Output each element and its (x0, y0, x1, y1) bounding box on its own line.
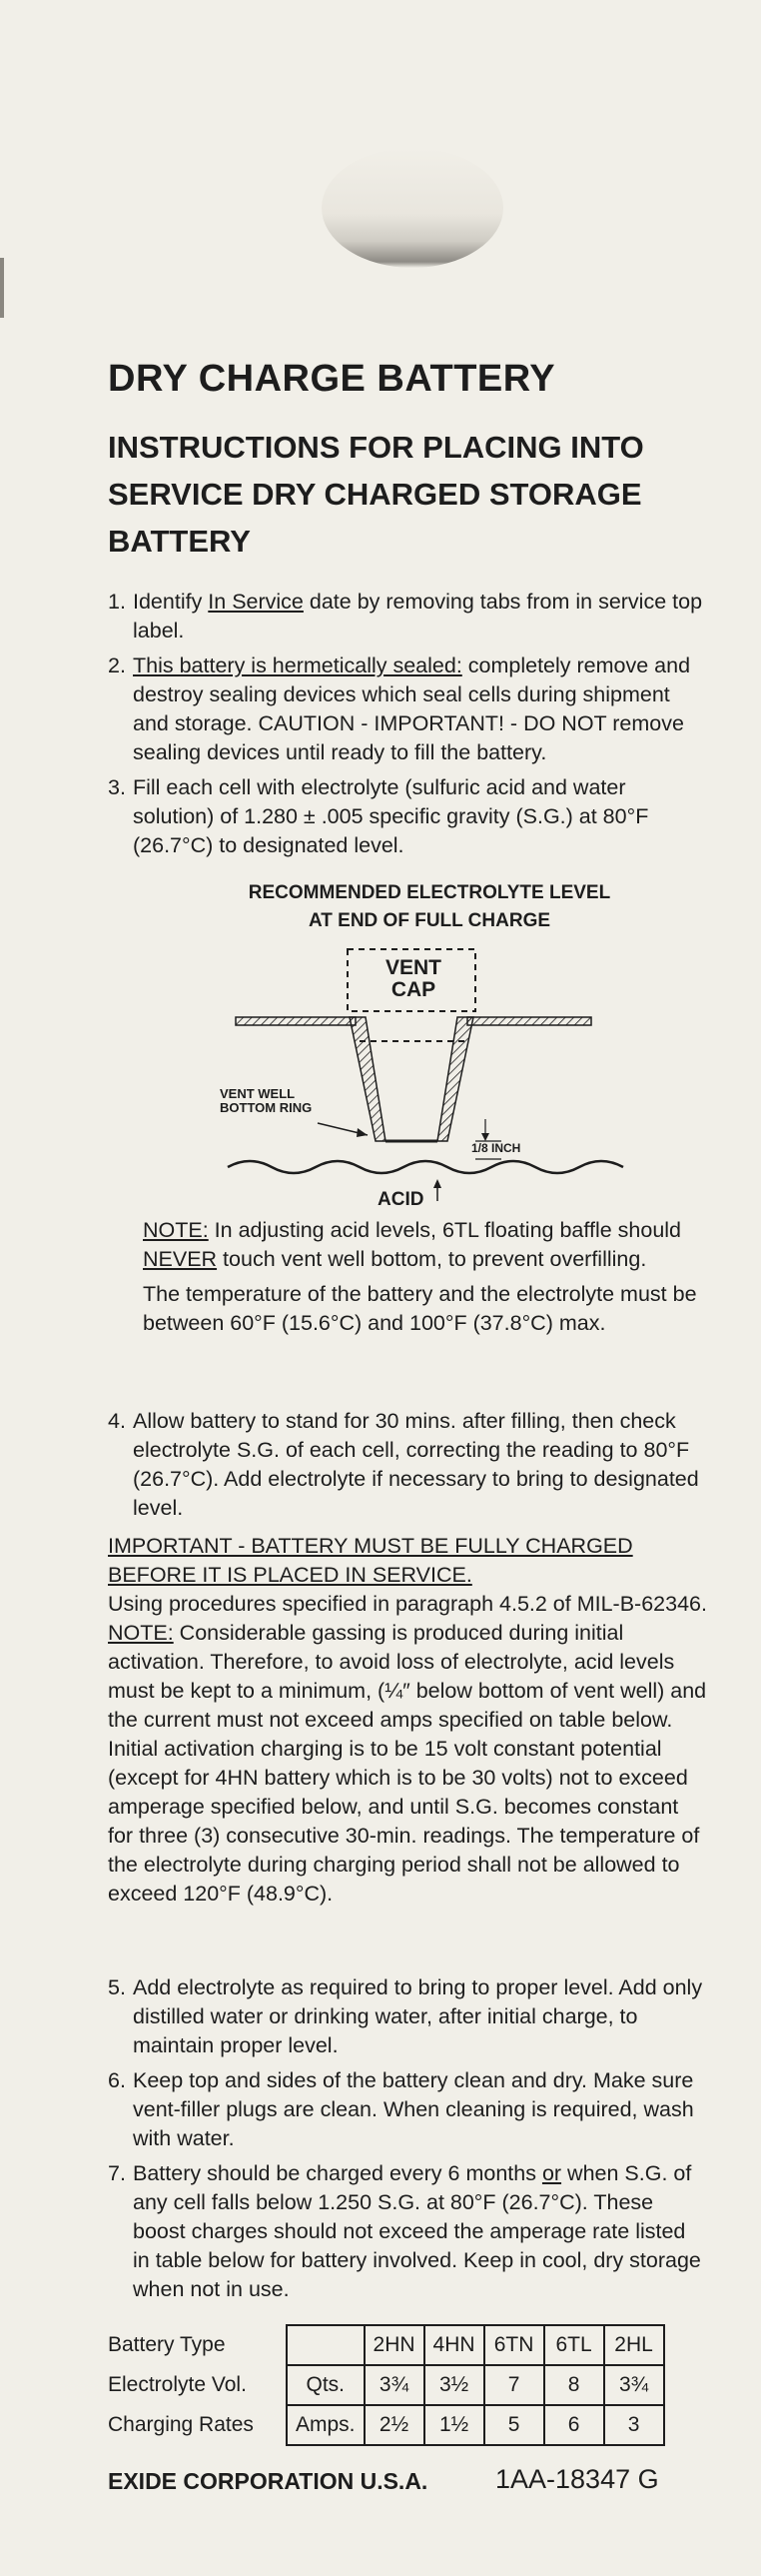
temperature-note: The temperature of the battery and the electrolyte must be between 60°F (15.6°C) and 100°F (37.8°C) max. (143, 1282, 697, 1335)
list-item (108, 1407, 707, 1523)
edge-mark (0, 258, 4, 318)
note-text-part: In adjusting acid levels, 6TL floating baffle should (208, 1218, 682, 1242)
vent-well-label-line: VENT WELL (220, 1086, 296, 1101)
diagram-title-line: RECOMMENDED ELECTROLYTE LEVEL (248, 882, 611, 903)
important-heading (108, 1532, 707, 1590)
step-number: 5. (108, 1975, 126, 1999)
step-4 (108, 1407, 707, 1529)
step-text (133, 588, 707, 645)
table-cell: 6TN (484, 2325, 544, 2365)
step-text: Keep top and sides of the battery clean and dry. Make sure vent-filler plugs are clean. When cleaning is required, wash with water. (133, 2068, 694, 2150)
step-underlined: This battery is hermetically sealed: (133, 653, 462, 677)
table-cell: 8 (544, 2365, 604, 2405)
step-underlined: or (541, 2161, 562, 2185)
steps-list-continued (108, 1973, 707, 2310)
step3-notes (143, 1216, 707, 1344)
part-number: 1AA-18347 G (495, 2464, 659, 2494)
list-item (108, 651, 707, 767)
table-row (108, 2325, 664, 2365)
vent-diagram-graphic (220, 879, 639, 1219)
electrolyte-level-diagram (220, 879, 639, 1219)
table-cell: 3 (604, 2405, 664, 2445)
vent-well-right-wall (437, 1017, 473, 1141)
acid-arrow-head (433, 1179, 441, 1188)
step-text-part: when S.G. of any cell falls below 1.250 S.G. at 80°F (26.7°C). These boost charges should not exceed the amperage rate listed in table below for battery involved. Keep in cool, dry storage when not in use. (133, 2161, 701, 2301)
table-cell: 6 (544, 2405, 604, 2445)
note-text-part: touch vent well bottom, to prevent overfilling. (217, 1247, 647, 1271)
hang-hole (322, 148, 503, 268)
unit-cell: Qts. (287, 2365, 365, 2405)
table-cell: 2HL (604, 2325, 664, 2365)
step-number: 6. (108, 2068, 126, 2092)
battery-spec-table (108, 2324, 665, 2446)
row-label: Battery Type (108, 2333, 226, 2356)
table-cell: 4HN (424, 2325, 484, 2365)
table-cell: 3¾ (604, 2365, 664, 2405)
vent-well-label-line: BOTTOM RING (220, 1100, 313, 1115)
unit-cell: Amps. (287, 2405, 365, 2445)
page-title: DRY CHARGE BATTERY (108, 358, 556, 400)
electrolyte-surface (228, 1161, 623, 1173)
table-cell: 6TL (544, 2325, 604, 2365)
cover-right (467, 1017, 591, 1025)
step-text-part: Identify (133, 590, 209, 614)
list-item (108, 2159, 707, 2304)
vent-cap-label-line: CAP (390, 978, 436, 1001)
eighth-inch-label: 1/8 INCH (471, 1141, 521, 1155)
step-text-part: Battery should be charged every 6 months (133, 2161, 542, 2185)
diagram-title-line: AT END OF FULL CHARGE (308, 910, 551, 931)
step-text (133, 651, 707, 767)
step-number: 7. (108, 2161, 126, 2185)
step-underlined: In Service (208, 590, 304, 614)
vent-well-label (220, 1087, 312, 1115)
table-cell: 2½ (365, 2405, 424, 2445)
step-text: Fill each cell with electrolyte (sulfuric acid and water solution) of 1.280 ± .005 specific gravity (S.G.) at 80°F (26.7°C) to designated level. (133, 775, 649, 857)
unit-cell (287, 2325, 365, 2365)
table-row (108, 2405, 664, 2445)
table-cell: 1½ (424, 2405, 484, 2445)
table-cell: 3¾ (365, 2365, 424, 2405)
gassing-note (108, 1619, 707, 1909)
table-row (108, 2365, 664, 2405)
step-number: 3. (108, 775, 126, 799)
step-text (133, 2159, 707, 2304)
note-text: Considerable gassing is produced during initial activation. Therefore, to avoid loss of electrolyte, acid levels must be kept to a minimum, (¼″ below bottom of vent well) and the current must not exceed amps specified on table below. Initial activation charging is to be 15 volt constant potential (except for 4HN battery which is to be 30 volts) not to exceed amperage specified below, and until S.G. becomes constant for three (3) consecutive 30-min. readings. The temperature of the electrolyte during charging period shall not be allowed to exceed 120°F (48.9°C). (108, 1621, 707, 1906)
acid-label: ACID (378, 1189, 424, 1210)
step-number: 4. (108, 1409, 126, 1433)
procedure-reference: Using procedures specified in paragraph 4.5.2 of MIL-B-62346. (108, 1592, 707, 1616)
list-item (108, 2066, 707, 2153)
vent-cap-label-line: VENT (384, 956, 441, 979)
note-emphasis: NEVER (143, 1247, 218, 1271)
table-cell: 3½ (424, 2365, 484, 2405)
page-subtitle: INSTRUCTIONS FOR PLACING INTO SERVICE DRY CHARGED STORAGE BATTERY (108, 430, 644, 559)
list-item (108, 773, 707, 860)
step-number: 2. (108, 653, 126, 677)
important-section (108, 1532, 707, 1909)
company-name: EXIDE CORPORATION U.S.A. (108, 2468, 428, 2494)
baffle-note (143, 1216, 707, 1274)
vent-well-pointer-head (357, 1128, 368, 1137)
vent-cap-label (354, 957, 473, 1001)
note-label: NOTE: (143, 1218, 209, 1242)
note-label: NOTE: (108, 1621, 174, 1645)
list-item (108, 1973, 707, 2060)
cover-left (236, 1017, 356, 1025)
table-cell: 7 (484, 2365, 544, 2405)
step-text-part: completely remove and destroy sealing devices which seal cells during shipment and storage. CAUTION - IMPORTANT! - DO NOT remove sealing devices until ready to fill the battery. (133, 653, 691, 764)
important-heading-text: IMPORTANT - BATTERY MUST BE FULLY CHARGED BEFORE IT IS PLACED IN SERVICE. (108, 1534, 633, 1587)
row-label: Electrolyte Vol. (108, 2373, 247, 2396)
step-number: 1. (108, 590, 126, 614)
table-cell: 2HN (365, 2325, 424, 2365)
steps-list (108, 588, 707, 866)
row-label: Charging Rates (108, 2413, 254, 2436)
step-text-part: date by removing tabs from in service top label. (133, 590, 703, 643)
vent-well-left-wall (350, 1017, 385, 1141)
table-cell: 5 (484, 2405, 544, 2445)
step-text: Add electrolyte as required to bring to proper level. Add only distilled water or drinking water, after initial charge, to maintain proper level. (133, 1975, 703, 2057)
eighth-inch-arrow-head (481, 1133, 489, 1141)
step-text: Allow battery to stand for 30 mins. after filling, then check electrolyte S.G. of each cell, correcting the reading to 80°F (26.7°C). Add electrolyte if necessary to bring to designated level. (133, 1409, 699, 1520)
list-item (108, 588, 707, 645)
